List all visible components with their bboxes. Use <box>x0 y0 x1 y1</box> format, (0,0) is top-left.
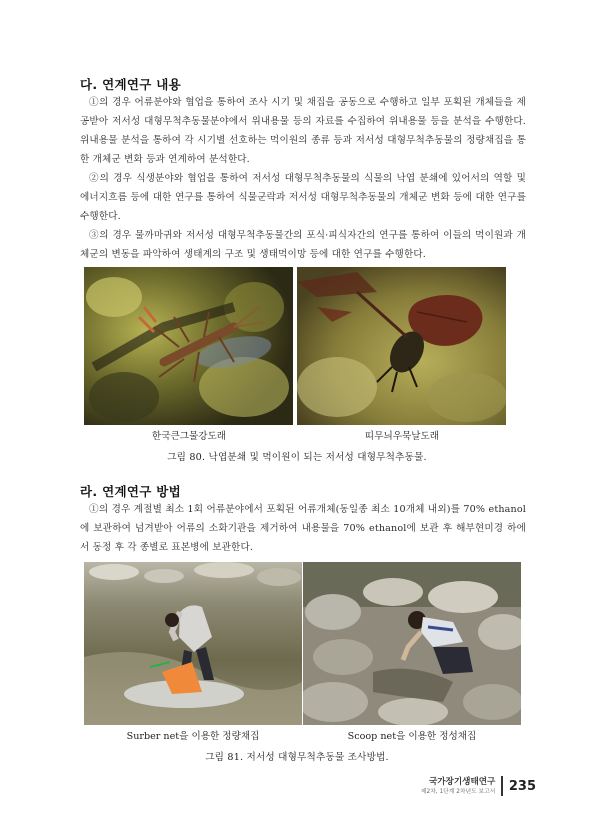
page-footer <box>421 776 536 796</box>
page-number: 235 <box>508 778 536 794</box>
photo-scoop-net-sampling <box>303 562 521 725</box>
photo-surber-net-sampling <box>84 562 302 725</box>
section-heading-c: 다. 연계연구 내용 <box>80 77 181 92</box>
figure-caption: 그림 81. 저서성 대형무척추동물 조사방법. <box>205 752 389 763</box>
photo-label-left: 한국큰그물강도래 <box>151 431 227 442</box>
report-subtitle: 제2차, 1단계 2차년도 보고서 <box>420 788 496 795</box>
footer-titles <box>421 777 501 796</box>
photo-stonefly-larva <box>84 267 293 425</box>
photo-caddisfly-larva <box>297 267 506 425</box>
photo-label-right: Scoop net을 이용한 정성채집 <box>347 731 477 742</box>
section-c-body <box>80 93 526 264</box>
report-title: 국가장기생태연구 <box>428 776 496 787</box>
footer-divider <box>501 776 503 796</box>
section-heading-d: 라. 연계연구 방법 <box>80 484 181 499</box>
section-d-body <box>80 500 526 557</box>
paragraph: ①의 경우 어류분야와 협업을 통하여 조사 시기 및 채집을 공동으로 수행하고 일부 포획된 개체들을 제공받아 저서성 대형무척추동물분야에서 위내용물 등의 자료를 수집하여 위내용물 등을 분석을 수행한다. 위내용물 분석을 통하여 각 시기별 선호하는 먹이원의 종류 등과 저서성 대형무척추동물의 정량채집을 통한 개체군 변화 등과 연계하여 분석한다. <box>80 97 526 165</box>
photo-label-right: 띠무늬우묵날도래 <box>364 431 440 442</box>
paragraph: ③의 경우 물까마귀와 저서성 대형무척추동물간의 포식·피식자간의 연구를 통하여 이들의 먹이원과 개체군의 변동을 파악하여 생태계의 구조 및 생태먹이망 등에 대한 연구를 수행한다. <box>80 230 526 260</box>
paragraph: ②의 경우 식생분야와 협업을 통하여 저서성 대형무척추동물의 식물의 낙엽 분쇄에 있어서의 역할 및 에너지흐름 등에 대한 연구를 통하여 식물군락과 저서성 대형무척추동물의 개체군 변화 등에 대한 연구를 수행한다. <box>80 173 526 222</box>
photo-label-left: Surber net을 이용한 정량채집 <box>126 731 260 742</box>
paragraph: ①의 경우 계절별 최소 1회 어류분야에서 포획된 어류개체(동일종 최소 10개체 내외)를 70% ethanol에 보관하여 넘겨받아 어류의 소화기관을 제거하여 내용물을 70% ethanol에 보관 후 해부현미경 하에서 동정 후 각 종별로 표본병에 보관한다. <box>80 504 526 553</box>
figure-caption: 그림 80. 낙엽분쇄 및 먹이원이 되는 저서성 대형무척추동물. <box>167 452 427 463</box>
